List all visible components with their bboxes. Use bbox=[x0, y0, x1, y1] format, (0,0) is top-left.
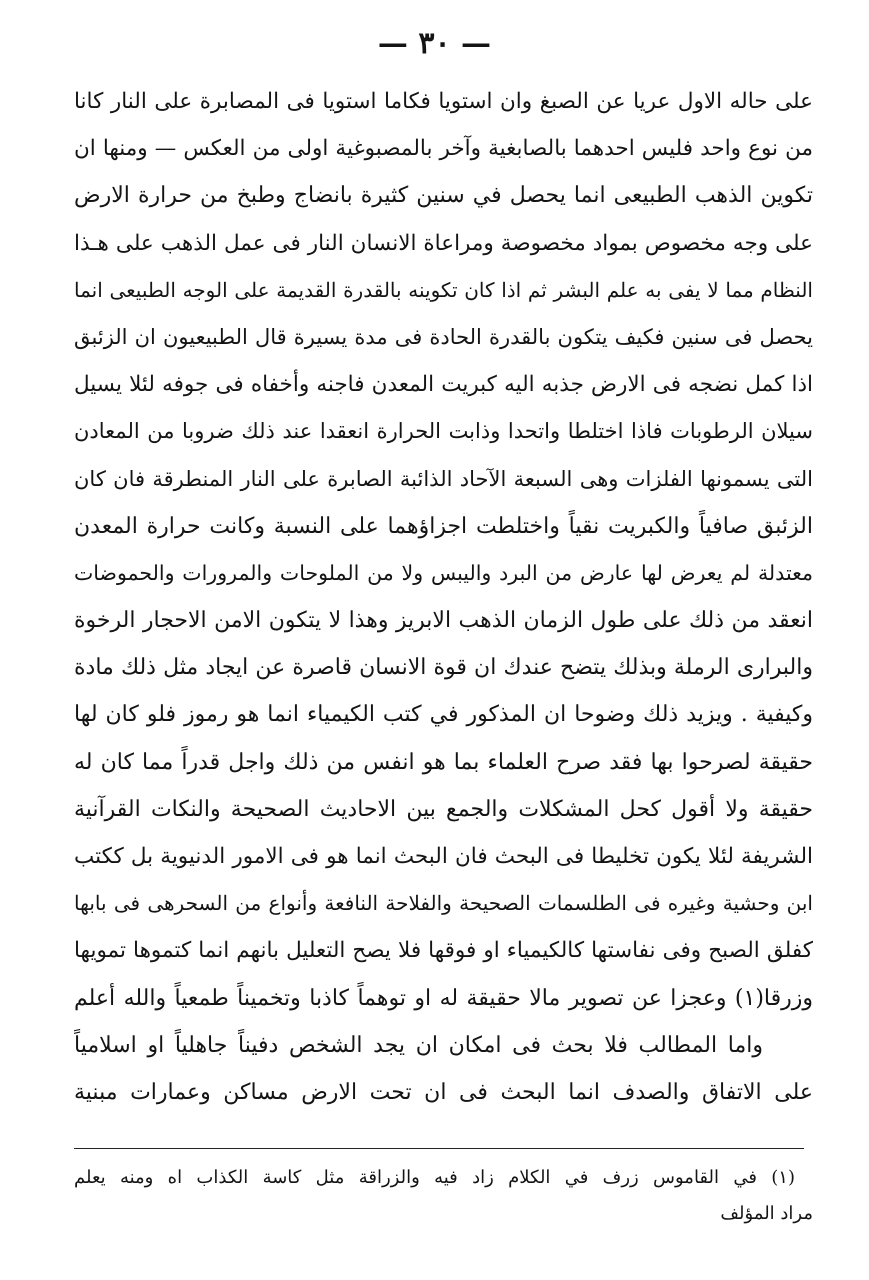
text-line: تكوين الذهب الطبيعى انما يحصل في سنين كثيرة بانضاج وطبخ من حرارة الارض bbox=[74, 183, 813, 209]
footnote-divider bbox=[74, 1148, 804, 1149]
text-line: الشريفة لئلا يكون تخليطا فى البحث فان البحث انما هو فى الامور الدنيوية بل ككتب bbox=[74, 844, 813, 869]
text-line: معتدلة لم يعرض لها عارض من البرد واليبس ولا من الملوحات والمرورات والحموضات bbox=[74, 560, 813, 585]
text-line: النظام مما لا يفى به علم البشر ثم اذا كان تكوينه بالقدرة القديمة على الوجه الطبيعى انما bbox=[74, 277, 813, 302]
footnote-line: مراد المؤلف bbox=[720, 1203, 813, 1224]
text-line: سيلان الرطوبات فاذا اختلطا واتحدا وذابت الحرارة انعقدا عند ذلك ضروبا من المعادن bbox=[74, 419, 813, 444]
main-text bbox=[74, 78, 813, 1116]
text-line: حقيقة لصرحوا بها فقد صرح العلماء بما هو انفس من ذلك واجل قدراً مما كان له bbox=[74, 749, 813, 775]
text-line: من نوع واحد فليس احدهما بالصابغية وآخر بالمصبوغية اولى من العكس — ومنها ان bbox=[74, 136, 813, 162]
text-line: على الاتفاق والصدف انما البحث فى ان تحت الارض مساكن وعمارات مبنية bbox=[74, 1079, 813, 1105]
text-line: على حاله الاول عريا عن الصبغ وان استويا فكاما استويا فى المصابرة على النار كانا bbox=[74, 89, 813, 114]
text-line: ابن وحشية وغيره فى الطلسمات الصحيحة والفلاحة النافعة وأنواع من السحرهى فى بابها bbox=[74, 891, 813, 916]
paragraph-start-line: واما المطالب فلا بحث فى امكان ان يجد الشخص دفيناً جاهلياً او اسلامياً bbox=[74, 1032, 763, 1058]
text-line: حقيقة ولا أقول كحل المشكلات والجمع بين الاحاديث الصحيحة والنكات القرآنية bbox=[74, 796, 813, 822]
text-line: يحصل فى سنين فكيف يتكون بالقدرة الحادة فى مدة يسيرة قال الطبيعيون ان الزئبق bbox=[74, 324, 813, 349]
text-line: الزئبق صافياً والكبريت نقياً واختلطت اجزاؤهما على النسبة وكانت حرارة المعدن bbox=[74, 513, 813, 539]
text-line: كفلق الصبح وفى نفاستها كالكيمياء او فوقها فلا يصح التعليل بانهم انما كتموها تمويها bbox=[74, 938, 813, 964]
text-line: انعقد من ذلك على طول الزمان الذهب الابريز وهذا لا يتكون الامن الاحجار الرخوة bbox=[74, 608, 813, 634]
text-line: وزرقا(١) وعجزا عن تصوير مالا حقيقة له او توهماً كاذبا وتخميناً طمعياً والله أعلم bbox=[74, 985, 813, 1011]
text-line: وكيفية . ويزيد ذلك وضوحا ان المذكور في كتب الكيمياء انما هو رموز فلو كان لها bbox=[74, 702, 813, 728]
text-line: على وجه مخصوص بمواد مخصوصة ومراعاة الانسان النار فى عمل الذهب على هـذا bbox=[74, 230, 813, 256]
footnotes bbox=[74, 1160, 813, 1232]
text-line: اذا كمل نضجه فى الارض جذبه اليه كبريت المعدن فاجنه وأخفاه فى جوفه لئلا يسيل bbox=[74, 372, 813, 398]
text-line: التى يسمونها الفلزات وهى السبعة الآحاد الذائبة الصابرة على النار المنطرقة فان كان bbox=[74, 466, 813, 491]
page-number: — ٣٠ — bbox=[377, 26, 492, 61]
text-line: والبرارى الرملة وبذلك يتضح عندك ان قوة الانسان قاصرة عن ايجاد مثل ذلك مادة bbox=[74, 655, 813, 681]
footnote-line: (١) في القاموس زرف في الكلام زاد فيه والزراقة مثل كاسة الكذاب اه ومنه يعلم bbox=[74, 1167, 795, 1188]
